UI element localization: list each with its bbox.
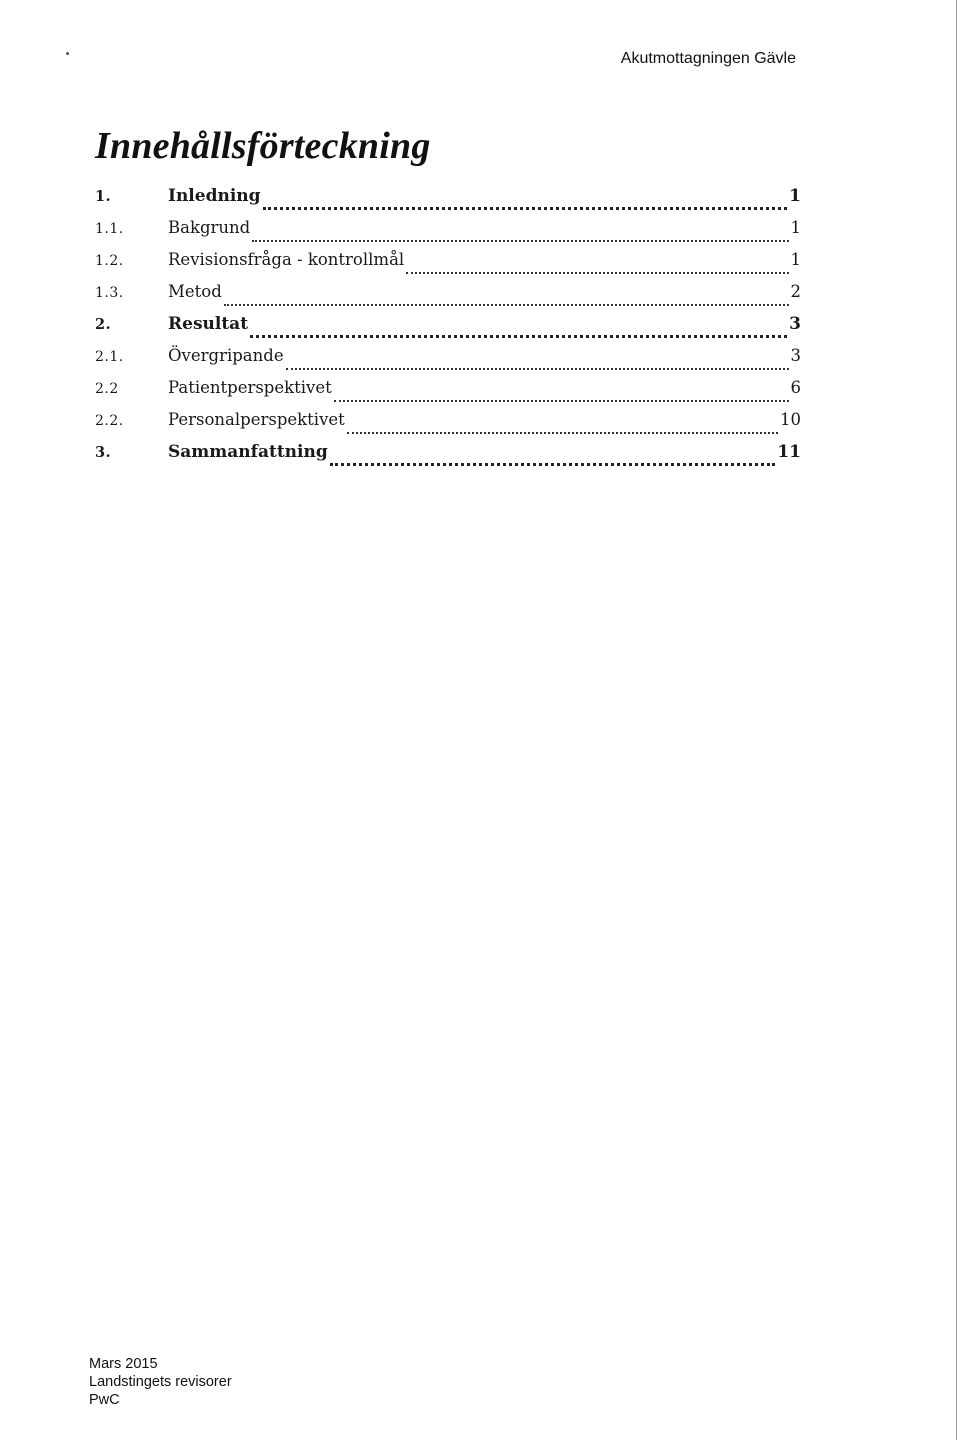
toc-entry-number: 3. — [95, 444, 112, 461]
toc-entry[interactable] — [95, 410, 801, 442]
page-footer — [89, 1355, 232, 1409]
toc-entry-number: 2.2. — [95, 413, 124, 429]
toc-entry-label: Inledning — [168, 186, 261, 206]
toc-entry[interactable] — [95, 346, 801, 378]
toc-dot-leader — [252, 240, 788, 242]
toc-entry-number: 1. — [95, 188, 112, 205]
toc-dot-leader — [406, 272, 788, 274]
scan-mark-top-left — [66, 52, 69, 55]
toc-entry-page: 3 — [790, 346, 801, 365]
toc-entry-number: 1.3. — [95, 285, 124, 301]
toc-entry-page: 3 — [789, 314, 801, 334]
toc-entry-label: Sammanfattning — [168, 442, 328, 462]
toc-entry[interactable] — [95, 218, 801, 250]
toc-entry-page: 10 — [780, 410, 801, 429]
toc-entry-number: 2.2 — [95, 381, 119, 397]
toc-entry[interactable] — [95, 250, 801, 282]
toc-dot-leader — [224, 304, 789, 306]
toc-entry[interactable] — [95, 186, 801, 218]
toc-entry-number: 1.2. — [95, 253, 124, 269]
toc-dot-leader — [330, 463, 776, 466]
toc-entry[interactable] — [95, 314, 801, 346]
toc-entry-number: 1.1. — [95, 221, 124, 237]
toc-dot-leader — [286, 368, 789, 370]
toc-dot-leader — [347, 432, 778, 434]
footer-date: Mars 2015 — [89, 1356, 158, 1372]
toc-entry-page: 1 — [790, 218, 801, 237]
header-organization: Akutmottagningen Gävle — [620, 50, 796, 67]
toc-dot-leader — [263, 207, 788, 210]
footer-company: PwC — [89, 1392, 120, 1408]
toc-dot-leader — [334, 400, 789, 402]
toc-entry-label: Patientperspektivet — [168, 378, 332, 397]
toc-entry-label: Metod — [168, 282, 222, 301]
toc-entry-label: Övergripande — [168, 346, 284, 365]
toc-entry-label: Bakgrund — [168, 218, 251, 237]
toc-entry-label: Resultat — [168, 314, 249, 334]
toc-entry-label: Personalperspektivet — [168, 410, 345, 429]
scan-edge-line — [956, 0, 957, 1440]
toc-entry-page: 11 — [777, 442, 801, 462]
page-title: Innehållsförteckning — [95, 125, 431, 167]
toc-entry-label: Revisionsfråga - kontrollmål — [168, 250, 405, 269]
toc-entry-page: 1 — [790, 250, 801, 269]
toc-entry[interactable] — [95, 378, 801, 410]
footer-organization: Landstingets revisorer — [89, 1374, 232, 1390]
toc-entry-number: 2. — [95, 316, 112, 333]
table-of-contents — [95, 186, 801, 474]
toc-entry-number: 2.1. — [95, 349, 124, 365]
toc-entry-page: 2 — [790, 282, 801, 301]
toc-entry[interactable] — [95, 442, 801, 474]
toc-entry-page: 1 — [789, 186, 801, 206]
toc-entry[interactable] — [95, 282, 801, 314]
toc-entry-page: 6 — [790, 378, 801, 397]
toc-dot-leader — [250, 335, 787, 338]
